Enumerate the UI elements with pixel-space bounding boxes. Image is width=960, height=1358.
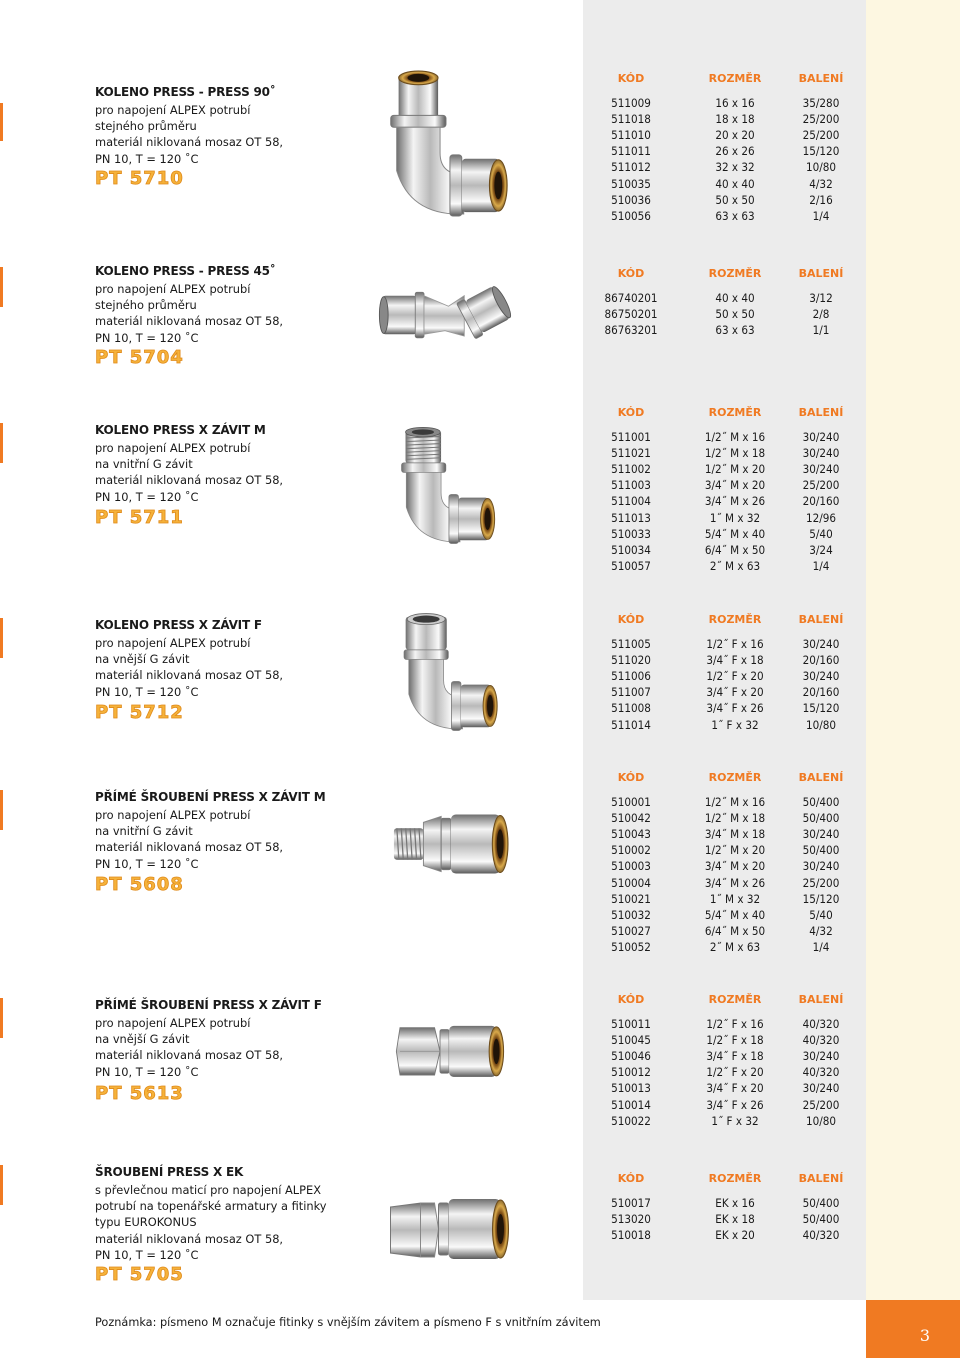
section-accent-bar: [0, 423, 3, 463]
cell-code: 510036: [611, 192, 651, 207]
cell-size: 63 x 63: [715, 323, 755, 338]
cell-code: 511012: [611, 160, 651, 175]
cell-size: EK x 16: [715, 1196, 755, 1210]
cell-size: 18 x 18: [715, 112, 755, 127]
cell-size: EK x 20: [715, 1228, 755, 1243]
cell-pack: 50/400: [802, 1196, 840, 1210]
cell-code: 510013: [611, 1081, 651, 1096]
description-line: na vnější G závit: [95, 1032, 190, 1047]
cell-size: 3/4˝ F x 20: [706, 685, 764, 700]
table-row: [596, 1049, 866, 1065]
table-row: [596, 193, 866, 209]
product-title: KOLENO PRESS X ZÁVIT M: [95, 423, 266, 437]
cell-code: 510011: [611, 1017, 651, 1031]
cell-size: 2˝ M x 63: [709, 939, 761, 954]
cell-size: EK x 18: [715, 1212, 755, 1227]
cell-code: 510003: [611, 859, 651, 874]
cell-size: 1/2˝ M x 18: [704, 446, 766, 461]
cell-pack: 20/160: [802, 685, 840, 700]
cell-size: 2˝ M x 63: [709, 558, 761, 573]
table-row: [596, 511, 866, 527]
table-row: [596, 1228, 866, 1244]
cell-code: 510004: [611, 875, 651, 890]
cell-code: 513020: [611, 1212, 651, 1227]
description-line: materiál niklovaná mosaz OT 58,: [95, 473, 284, 488]
header-pack: BALENÍ: [798, 267, 844, 280]
cell-code: 511004: [611, 494, 651, 509]
header-size: ROZMĚR: [708, 993, 762, 1006]
product-description: [95, 635, 283, 700]
header-pack: BALENÍ: [798, 993, 844, 1006]
cell-size: 16 x 16: [715, 96, 755, 110]
table-row: [596, 478, 866, 494]
product-code: PT 5608: [95, 874, 184, 895]
section-accent-bar: [0, 998, 3, 1038]
header-size: ROZMĚR: [708, 406, 762, 419]
header-size: ROZMĚR: [708, 613, 762, 626]
cell-pack: 10/80: [805, 160, 837, 175]
header-code: KÓD: [617, 1172, 645, 1185]
cell-pack: 20/160: [802, 494, 840, 509]
table-row: [596, 669, 866, 685]
cell-size: 3/4˝ F x 26: [706, 1097, 764, 1112]
cell-size: 3/4˝ F x 18: [706, 1049, 764, 1064]
table-row: [596, 112, 866, 128]
description-line: stejného průměru: [95, 298, 197, 313]
table-row: [596, 1017, 866, 1033]
table-row: [596, 1065, 866, 1081]
straight-male-thread-fitting: [390, 800, 510, 888]
table-row: [596, 1196, 866, 1212]
elbow-90-fitting: [380, 68, 510, 218]
header-size: ROZMĚR: [708, 1172, 762, 1185]
cell-code: 511009: [611, 96, 651, 110]
cell-pack: 15/120: [802, 701, 840, 716]
cell-pack: 2/8: [812, 307, 830, 322]
cell-size: 1/2˝ F x 18: [706, 1033, 764, 1048]
table-header: [596, 72, 866, 86]
description-line: PN 10, T = 120 ˚C: [95, 330, 199, 345]
straight-female-thread-fitting: [390, 1015, 510, 1095]
cell-code: 510046: [611, 1049, 651, 1064]
cell-size: 20 x 20: [715, 128, 755, 143]
cell-size: 3/4˝ F x 26: [706, 701, 764, 716]
footnote: Poznámka: písmeno M označuje fitinky s vnějším závitem a písmeno F s vnitřním závitem: [95, 1316, 601, 1329]
product-description: [95, 440, 283, 505]
header-pack: BALENÍ: [798, 613, 844, 626]
section-accent-bar: [0, 790, 3, 830]
cell-code: 510002: [611, 843, 651, 858]
cell-pack: 30/240: [802, 462, 840, 477]
product-description: [95, 1182, 327, 1263]
cell-size: 1/2˝ M x 16: [704, 795, 766, 809]
table-row: [596, 446, 866, 462]
table-row: [596, 1114, 866, 1130]
table-row: [596, 924, 866, 940]
cell-size: 3/4˝ M x 20: [704, 478, 766, 493]
cell-code: 510022: [611, 1113, 651, 1128]
cell-size: 63 x 63: [715, 208, 755, 223]
cell-pack: 35/280: [802, 96, 840, 110]
cell-size: 1/2˝ F x 20: [706, 669, 764, 684]
description-line: na vnější G závit: [95, 652, 190, 667]
elbow-male-thread-fitting: [380, 425, 510, 545]
cell-code: 510001: [611, 795, 651, 809]
cell-code: 511010: [611, 128, 651, 143]
cell-pack: 40/320: [802, 1228, 840, 1243]
cell-code: 511007: [611, 685, 651, 700]
cell-code: 510056: [611, 208, 651, 223]
table-row: [596, 701, 866, 717]
section-accent-bar: [0, 618, 3, 658]
table-row: [596, 559, 866, 575]
cell-code: 511001: [611, 430, 651, 444]
cell-size: 40 x 40: [715, 176, 755, 191]
cell-code: 511013: [611, 510, 651, 525]
cell-size: 3/4˝ F x 20: [706, 1081, 764, 1096]
cell-code: 510035: [611, 176, 651, 191]
table-row: [596, 637, 866, 653]
cell-pack: 3/12: [809, 291, 833, 305]
table-row: [596, 827, 866, 843]
cell-pack: 4/32: [809, 176, 833, 191]
cell-size: 50 x 50: [715, 192, 755, 207]
table-row: [596, 144, 866, 160]
table-row: [596, 209, 866, 225]
cell-pack: 30/240: [802, 446, 840, 461]
cell-size: 5/4˝ M x 40: [704, 907, 766, 922]
header-pack: BALENÍ: [798, 406, 844, 419]
cell-pack: 30/240: [802, 430, 840, 444]
cell-code: 511006: [611, 669, 651, 684]
table-row: [596, 527, 866, 543]
cell-size: 5/4˝ M x 40: [704, 526, 766, 541]
cell-pack: 2/16: [809, 192, 833, 207]
cell-pack: 25/200: [802, 1097, 840, 1112]
product-code: PT 5711: [95, 507, 184, 528]
table-row: [596, 462, 866, 478]
description-line: pro napojení ALPEX potrubí: [95, 808, 251, 822]
cell-size: 1/2˝ F x 16: [706, 1017, 764, 1031]
description-line: PN 10, T = 120 ˚C: [95, 1247, 199, 1262]
header-pack: BALENÍ: [798, 72, 844, 85]
description-line: materiál niklovaná mosaz OT 58,: [95, 1231, 284, 1246]
cell-code: 86740201: [604, 291, 658, 305]
page-number-box: [866, 1300, 960, 1358]
table-row: [596, 291, 866, 307]
table-row: [596, 430, 866, 446]
cell-pack: 25/200: [802, 478, 840, 493]
table-row: [596, 795, 866, 811]
cell-code: 511018: [611, 112, 651, 127]
description-line: materiál niklovaná mosaz OT 58,: [95, 314, 284, 329]
cell-size: 32 x 32: [715, 160, 755, 175]
cell-size: 1/2˝ M x 16: [704, 430, 766, 444]
cell-code: 510042: [611, 811, 651, 826]
cell-code: 511011: [611, 144, 651, 159]
cell-pack: 1/4: [812, 558, 830, 573]
cell-code: 510033: [611, 526, 651, 541]
cell-pack: 15/120: [802, 891, 840, 906]
cell-size: 50 x 50: [715, 307, 755, 322]
header-size: ROZMĚR: [708, 267, 762, 280]
table-row: [596, 811, 866, 827]
header-code: KÓD: [617, 771, 645, 784]
description-line: pro napojení ALPEX potrubí: [95, 441, 251, 455]
cell-code: 511008: [611, 701, 651, 716]
table-row: [596, 494, 866, 510]
table-row: [596, 859, 866, 875]
header-code: KÓD: [617, 267, 645, 280]
table-row: [596, 1212, 866, 1228]
cell-size: 6/4˝ M x 50: [704, 923, 766, 938]
cell-pack: 50/400: [802, 795, 840, 809]
page-number: 3: [919, 1326, 930, 1345]
cell-pack: 50/400: [802, 843, 840, 858]
product-description: [95, 807, 283, 872]
cell-size: 26 x 26: [715, 144, 755, 159]
table-row: [596, 307, 866, 323]
cell-pack: 30/240: [802, 827, 840, 842]
cell-code: 511014: [611, 717, 651, 732]
product-title: PŘÍMÉ ŠROUBENÍ PRESS X ZÁVIT F: [95, 998, 322, 1012]
table-header: [596, 1172, 866, 1186]
cell-pack: 30/240: [802, 859, 840, 874]
description-line: pro napojení ALPEX potrubí: [95, 636, 251, 650]
product-code: PT 5613: [95, 1083, 184, 1104]
cell-pack: 15/120: [802, 144, 840, 159]
table-row: [596, 940, 866, 956]
cell-pack: 50/400: [802, 1212, 840, 1227]
cell-size: 1˝ M x 32: [709, 891, 761, 906]
cell-pack: 12/96: [805, 510, 837, 525]
cell-size: 3/4˝ M x 26: [704, 875, 766, 890]
cell-size: 3/4˝ M x 18: [704, 827, 766, 842]
product-title: ŠROUBENÍ PRESS X EK: [95, 1165, 244, 1179]
section-accent-bar: [0, 1165, 3, 1205]
table-header: [596, 613, 866, 627]
table-header: [596, 267, 866, 281]
cell-size: 1˝ F x 32: [711, 717, 759, 732]
cell-code: 510057: [611, 558, 651, 573]
description-line: na vnitřní G závit: [95, 457, 193, 472]
cell-pack: 5/40: [809, 526, 833, 541]
description-line: PN 10, T = 120 ˚C: [95, 151, 199, 166]
description-line: PN 10, T = 120 ˚C: [95, 489, 199, 504]
header-pack: BALENÍ: [798, 771, 844, 784]
table-row: [596, 177, 866, 193]
cell-code: 510018: [611, 1228, 651, 1243]
section-accent-bar: [0, 267, 3, 307]
cell-pack: 40/320: [802, 1065, 840, 1080]
header-code: KÓD: [617, 72, 645, 85]
table-row: [596, 543, 866, 559]
description-line: materiál niklovaná mosaz OT 58,: [95, 1048, 284, 1063]
cell-size: 6/4˝ M x 50: [704, 542, 766, 557]
product-title: KOLENO PRESS X ZÁVIT F: [95, 618, 262, 632]
description-line: pro napojení ALPEX potrubí: [95, 103, 251, 117]
product-code: PT 5705: [95, 1264, 184, 1285]
table-row: [596, 843, 866, 859]
table-row: [596, 1033, 866, 1049]
description-line: PN 10, T = 120 ˚C: [95, 1064, 199, 1079]
table-row: [596, 1081, 866, 1097]
cell-pack: 4/32: [809, 923, 833, 938]
cell-pack: 30/240: [802, 669, 840, 684]
cell-pack: 40/320: [802, 1017, 840, 1031]
cell-pack: 3/24: [809, 542, 833, 557]
cell-code: 510014: [611, 1097, 651, 1112]
product-code: PT 5712: [95, 702, 184, 723]
cell-code: 510032: [611, 907, 651, 922]
cell-pack: 40/320: [802, 1033, 840, 1048]
cell-code: 511002: [611, 462, 651, 477]
cell-size: 1/2˝ M x 18: [704, 811, 766, 826]
section-accent-bar: [0, 103, 3, 141]
cell-size: 1˝ M x 32: [709, 510, 761, 525]
table-row: [596, 685, 866, 701]
table-row: [596, 718, 866, 734]
product-title: KOLENO PRESS - PRESS 90˚: [95, 85, 276, 99]
table-row: [596, 876, 866, 892]
cell-size: 1˝ F x 32: [711, 1113, 759, 1128]
cell-code: 511021: [611, 446, 651, 461]
table-row: [596, 1098, 866, 1114]
description-line: materiál niklovaná mosaz OT 58,: [95, 668, 284, 683]
product-code: PT 5704: [95, 347, 184, 368]
cell-code: 511005: [611, 637, 651, 651]
header-size: ROZMĚR: [708, 72, 762, 85]
table-row: [596, 160, 866, 176]
header-pack: BALENÍ: [798, 1172, 844, 1185]
product-description: [95, 1015, 283, 1080]
cell-code: 511020: [611, 653, 651, 668]
description-line: stejného průměru: [95, 119, 197, 134]
description-line: na vnitřní G závit: [95, 824, 193, 839]
cell-code: 510017: [611, 1196, 651, 1210]
cell-pack: 10/80: [805, 717, 837, 732]
cell-size: 1/2˝ M x 20: [704, 843, 766, 858]
description-line: materiál niklovaná mosaz OT 58,: [95, 135, 284, 150]
description-line: s převlečnou maticí pro napojení ALPEX: [95, 1183, 322, 1197]
product-code: PT 5710: [95, 168, 184, 189]
cell-code: 510043: [611, 827, 651, 842]
table-row: [596, 653, 866, 669]
cell-pack: 25/200: [802, 112, 840, 127]
table-row: [596, 96, 866, 112]
cell-size: 1/2˝ F x 20: [706, 1065, 764, 1080]
table-row: [596, 908, 866, 924]
elbow-female-thread-fitting: [385, 612, 510, 732]
cell-code: 510021: [611, 891, 651, 906]
description-line: pro napojení ALPEX potrubí: [95, 282, 251, 296]
description-line: potrubí na topenářské armatury a fitinky: [95, 1199, 327, 1214]
table-header: [596, 406, 866, 420]
description-line: materiál niklovaná mosaz OT 58,: [95, 840, 284, 855]
description-line: PN 10, T = 120 ˚C: [95, 856, 199, 871]
cell-pack: 50/400: [802, 811, 840, 826]
product-description: [95, 281, 283, 346]
cell-pack: 1/4: [812, 208, 830, 223]
cell-pack: 30/240: [802, 1081, 840, 1096]
table-row: [596, 892, 866, 908]
cell-size: 1/2˝ M x 20: [704, 462, 766, 477]
table-header: [596, 771, 866, 785]
table-header: [596, 993, 866, 1007]
cell-pack: 30/240: [802, 637, 840, 651]
cell-pack: 5/40: [809, 907, 833, 922]
cell-size: 40 x 40: [715, 291, 755, 305]
header-code: KÓD: [617, 993, 645, 1006]
cell-pack: 20/160: [802, 653, 840, 668]
eurokonus-fitting: [385, 1185, 510, 1273]
table-row: [596, 323, 866, 339]
cell-code: 510027: [611, 923, 651, 938]
cell-code: 86750201: [604, 307, 658, 322]
cell-pack: 1/4: [812, 939, 830, 954]
cell-pack: 30/240: [802, 1049, 840, 1064]
table-row: [596, 128, 866, 144]
header-code: KÓD: [617, 406, 645, 419]
cell-pack: 10/80: [805, 1113, 837, 1128]
cell-pack: 25/200: [802, 128, 840, 143]
cell-code: 510012: [611, 1065, 651, 1080]
product-title: PŘÍMÉ ŠROUBENÍ PRESS X ZÁVIT M: [95, 790, 326, 804]
product-description: [95, 102, 283, 167]
cell-pack: 1/1: [812, 323, 830, 338]
cell-size: 3/4˝ F x 18: [706, 653, 764, 668]
cell-pack: 25/200: [802, 875, 840, 890]
cell-code: 510034: [611, 542, 651, 557]
cell-size: 3/4˝ M x 26: [704, 494, 766, 509]
header-code: KÓD: [617, 613, 645, 626]
product-title: KOLENO PRESS - PRESS 45˚: [95, 264, 276, 278]
cell-code: 510045: [611, 1033, 651, 1048]
cell-code: 511003: [611, 478, 651, 493]
description-line: pro napojení ALPEX potrubí: [95, 1016, 251, 1030]
cell-code: 86763201: [604, 323, 658, 338]
cell-size: 3/4˝ M x 20: [704, 859, 766, 874]
header-size: ROZMĚR: [708, 771, 762, 784]
elbow-45-fitting: [370, 280, 520, 350]
cell-code: 510052: [611, 939, 651, 954]
description-line: typu EUROKONUS: [95, 1215, 197, 1230]
description-line: PN 10, T = 120 ˚C: [95, 684, 199, 699]
cell-size: 1/2˝ F x 16: [706, 637, 764, 651]
